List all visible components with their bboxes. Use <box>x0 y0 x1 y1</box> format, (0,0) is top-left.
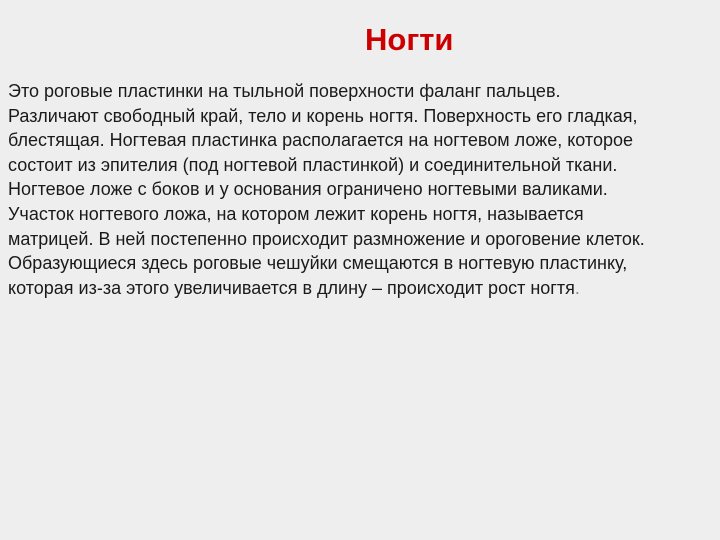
text-line-9-content: которая из-за этого увеличивается в длину – происходит рост ногтя <box>8 277 575 298</box>
body-paragraph <box>8 79 716 300</box>
text-line-4: состоит из эпителия (под ногтевой пластинкой) и соединительной ткани. <box>8 154 618 175</box>
text-line-9 <box>8 276 716 301</box>
text-line-2: Различают свободный край, тело и корень ногтя. Поверхность его гладкая, <box>8 105 638 126</box>
text-line-7: матрицей. В ней постепенно происходит размножение и ороговение клеток. <box>8 228 645 249</box>
text-line-5: Ногтевое ложе с боков и у основания ограничено ногтевыми валиками. <box>8 179 608 200</box>
text-line-3: блестящая. Ногтевая пластинка располагается на ногтевом ложе, которое <box>8 130 633 151</box>
text-line-6: Участок ногтевого ложа, на котором лежит корень ногтя, называется <box>8 203 584 224</box>
slide-title: Ногти <box>365 22 454 57</box>
final-period: . <box>574 277 580 298</box>
text-line-8: Образующиеся здесь роговые чешуйки смещаются в ногтевую пластинку, <box>8 253 628 274</box>
text-line-1: Это роговые пластинки на тыльной поверхности фаланг пальцев. <box>8 81 561 101</box>
